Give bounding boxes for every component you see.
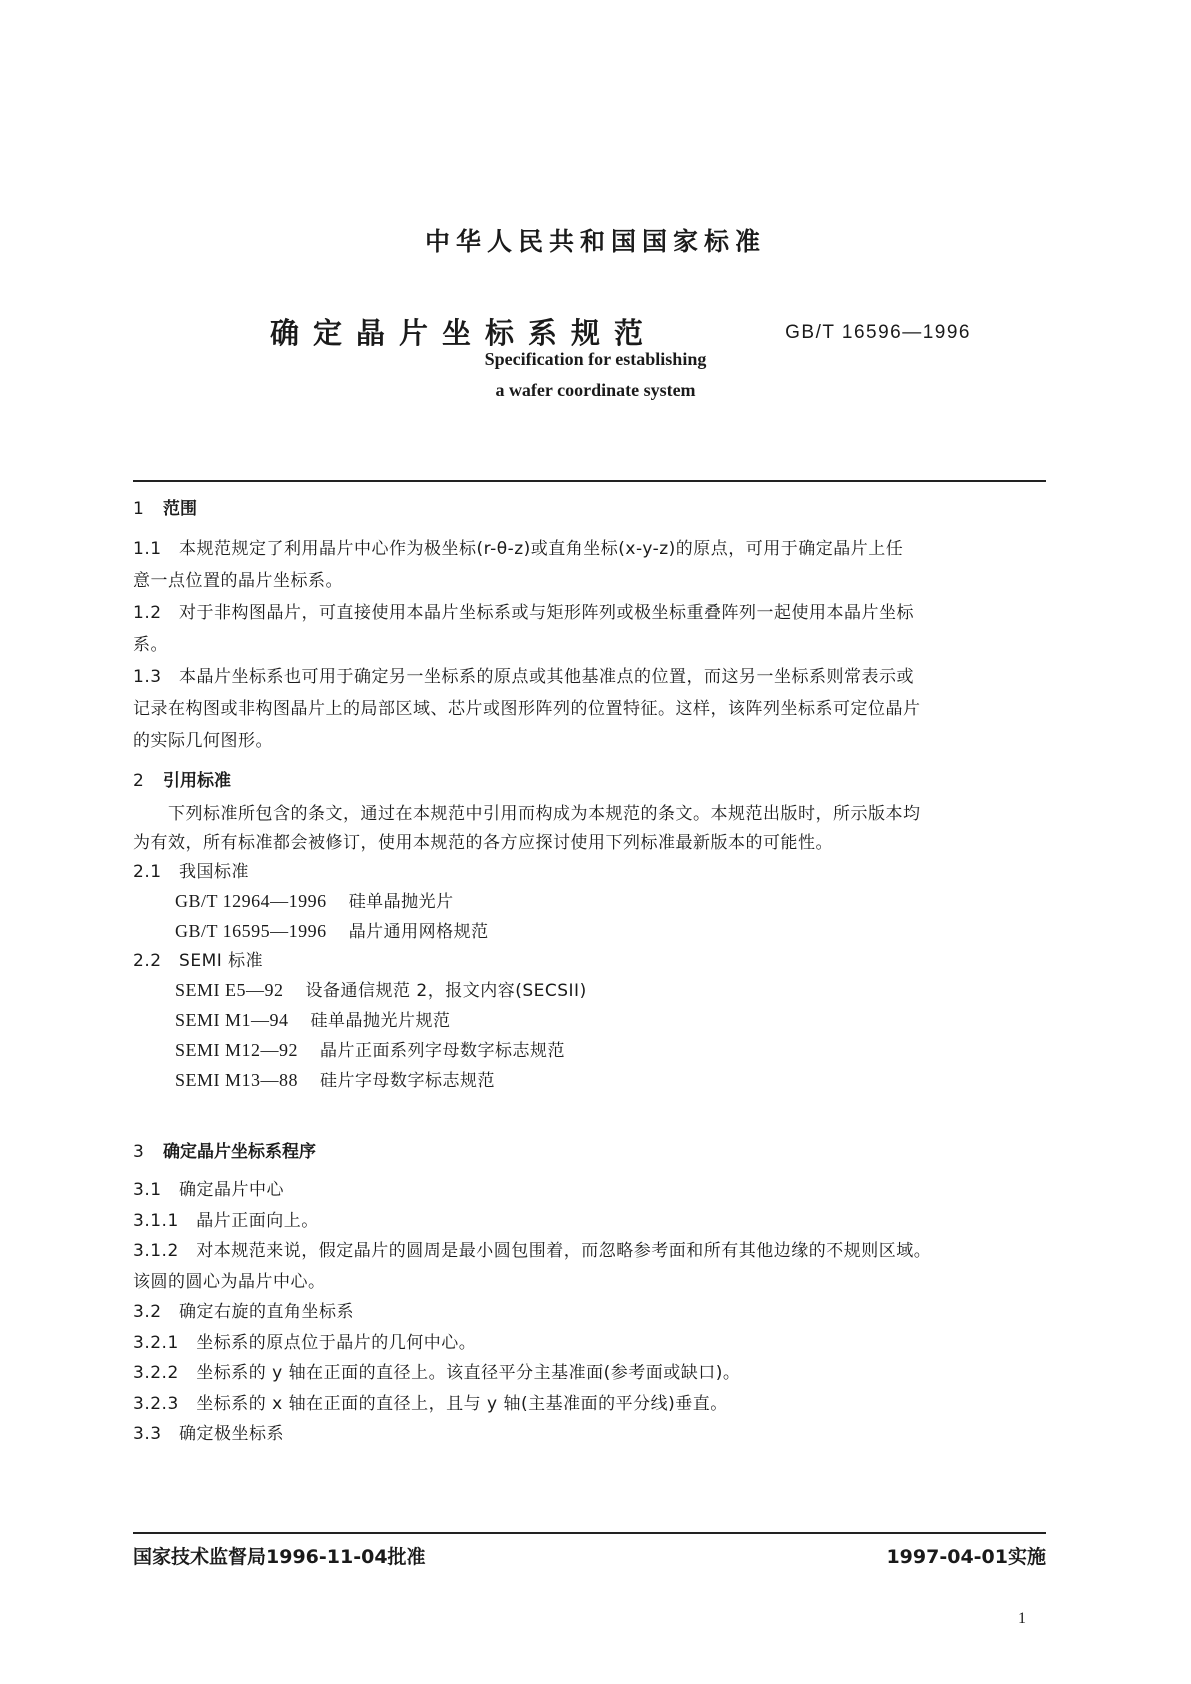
standard-code: GB/T 16596—1996	[785, 322, 971, 343]
reference-name: 设备通信规范 2，报文内容(SECSII)	[305, 981, 587, 1001]
clause-3-1-1: 3.1.1 晶片正面向上。	[133, 1210, 319, 1231]
clause-1-3-line3: 的实际几何图形。	[133, 731, 273, 751]
reference-code: SEMI E5—92	[175, 980, 284, 1000]
section-2-heading	[133, 766, 231, 791]
section-number: 2	[133, 771, 144, 791]
clause-1-1-line2: 意一点位置的晶片坐标系。	[133, 571, 343, 591]
national-standard-heading: 中华人民共和国国家标准	[424, 227, 766, 256]
document-title-en-line1: Specification for establishing	[484, 349, 707, 369]
page-number: 1	[1018, 1610, 1026, 1627]
effective-date: 1997-04-01实施	[886, 1546, 1046, 1568]
section-1-body	[133, 533, 1046, 757]
section-2-intro-line1: 下列标准所包含的条文，通过在本规范中引用而构成为本规范的条文。本规范出版时，所示版本均	[133, 804, 921, 824]
clause-3-1-2-line2: 该圆的圆心为晶片中心。	[133, 1271, 326, 1292]
approval-date: 国家技术监督局1996-11-04批准	[133, 1546, 426, 1568]
clause-3-2: 3.2 确定右旋的直角坐标系	[133, 1302, 355, 1322]
reference-name: 晶片正面系列字母数字标志规范	[320, 1041, 566, 1061]
clause-3-2-2: 3.2.2 坐标系的 y 轴在正面的直径上。该直径平分主基准面(参考面或缺口)。	[133, 1363, 741, 1383]
section-title: 范围	[163, 499, 197, 519]
section-2-intro-line2: 为有效，所有标准都会被修订，使用本规范的各方应探讨使用下列标准最新版本的可能性。	[133, 833, 833, 853]
clause-3-2-1: 3.2.1 坐标系的原点位于晶片的几何中心。	[133, 1332, 477, 1353]
section-number: 3	[133, 1142, 144, 1162]
reference-code: GB/T 16595—1996	[175, 921, 327, 941]
clause-1-3-line1: 1.3 本晶片坐标系也可用于确定另一坐标系的原点或其他基准点的位置，而这另一坐标系则常表示或	[133, 667, 915, 687]
reference-name: 晶片通用网格规范	[348, 922, 489, 942]
reference-code: GB/T 12964—1996	[175, 891, 327, 911]
clause-3-1: 3.1 确定晶片中心	[133, 1180, 285, 1200]
reference-item	[133, 917, 1046, 947]
header-divider	[133, 480, 1046, 482]
clause-3-1-2-line1: 3.1.2 对本规范来说，假定晶片的圆周是最小圆包围着，而忽略参考面和所有其他边缘的不规则区域。	[133, 1241, 932, 1261]
reference-item	[133, 1006, 1046, 1036]
clause-3-3: 3.3 确定极坐标系	[133, 1424, 285, 1444]
clause-1-2-line2: 系。	[133, 635, 168, 655]
section-number: 1	[133, 499, 144, 519]
section-1-heading	[133, 494, 197, 519]
reference-item	[133, 1066, 1046, 1096]
document-title-cn: 确定晶片坐标系规范	[270, 316, 658, 350]
clause-2-2: 2.2 SEMI 标准	[133, 951, 264, 971]
reference-name: 硅单晶抛光片规范	[310, 1011, 451, 1031]
section-3-heading	[133, 1137, 316, 1162]
document-title-en-line2: a wafer coordinate system	[495, 380, 696, 400]
reference-item	[133, 887, 1046, 917]
clause-2-1: 2.1 我国标准	[133, 862, 250, 882]
reference-code: SEMI M12—92	[175, 1040, 299, 1060]
reference-code: SEMI M1—94	[175, 1010, 289, 1030]
reference-name: 硅片字母数字标志规范	[320, 1071, 496, 1091]
footer-divider	[133, 1532, 1046, 1534]
reference-code: SEMI M13—88	[175, 1070, 299, 1090]
section-title: 引用标准	[163, 771, 231, 791]
section-3-body	[133, 1175, 1046, 1450]
clause-3-2-3: 3.2.3 坐标系的 x 轴在正面的直径上，且与 y 轴(主基准面的平分线)垂直。	[133, 1393, 728, 1414]
clause-1-1-line1: 1.1 本规范规定了利用晶片中心作为极坐标(r-θ-z)或直角坐标(x-y-z)的原点，可用于确定晶片上任	[133, 539, 904, 559]
clause-1-2-line1: 1.2 对于非构图晶片，可直接使用本晶片坐标系或与矩形阵列或极坐标重叠阵列一起使用本晶片坐标	[133, 603, 915, 623]
clause-1-3-line2: 记录在构图或非构图晶片上的局部区域、芯片或图形阵列的位置特征。这样，该阵列坐标系可定位晶片	[133, 699, 921, 719]
section-title: 确定晶片坐标系程序	[163, 1142, 316, 1162]
reference-item	[133, 976, 1046, 1006]
reference-item	[133, 1036, 1046, 1066]
section-2-body	[133, 800, 1046, 1096]
reference-name: 硅单晶抛光片	[348, 892, 454, 912]
